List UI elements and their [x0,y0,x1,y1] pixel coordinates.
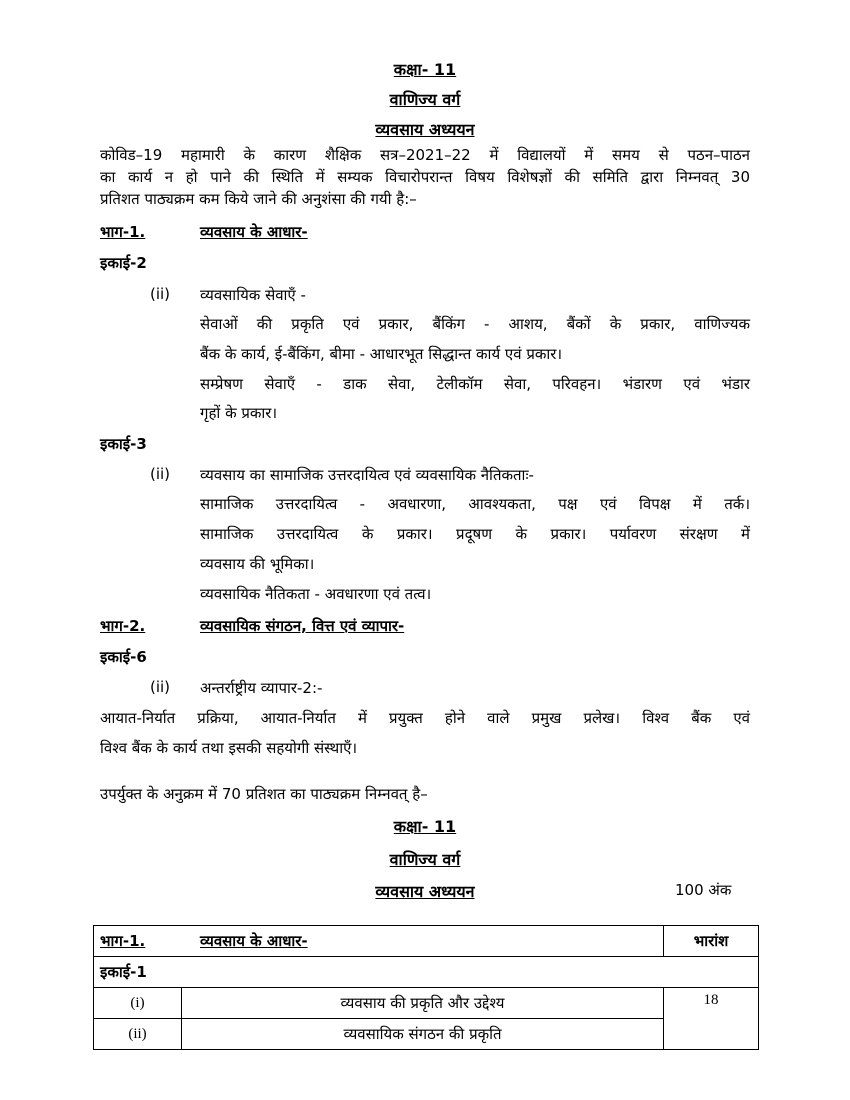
part1-label: भाग-1. [100,223,146,241]
table-header-row [94,926,759,957]
unit3-line-3: व्यवसाय की भूमिका। [200,555,315,573]
table-part-cell [94,926,664,957]
table-row [94,988,759,1019]
intro-line-3: प्रतिशत पाठ्यक्रम कम किये जाने की अनुशंसा की गयी है:– [100,190,417,208]
table-weight-value: 18 [664,988,759,1050]
intro-line-2: का कार्य न हो पाने की स्थिति में सम्यक विचारोपरान्त विषय विशेषज्ञों की समिति द्वारा निम्नवत् 30 [100,168,750,186]
unit6-num: (ii) [150,678,171,696]
unit3-num: (ii) [150,465,171,483]
table-weight-header: भारांश [664,926,759,957]
unit6-label: इकाई-6 [100,648,147,666]
table-row-num: (i) [94,988,182,1019]
table-row-topic: व्यवसायिक संगठन की प्रकृति [182,1019,664,1050]
part2-label: भाग-2. [100,617,146,635]
unit2-line-2: बैंक के कार्य, ई-बैंकिंग, बीमा - आधारभूत सिद्धान्त कार्य एवं प्रकार। [200,345,563,363]
unit3-title: व्यवसाय का सामाजिक उत्तरदायित्व एवं व्यवसायिक नैतिकताः- [200,466,534,484]
part2-title: व्यवसायिक संगठन, वित्त एवं व्यापार- [200,617,405,635]
stream-heading: वाणिज्य वर्ग [389,90,461,109]
intro-line-1: कोविड–19 महामारी के कारण शैक्षिक सत्र–2021–22 में विद्यालयों में समय से पठन–पाठन [100,146,750,164]
unit3-line-1: सामाजिक उत्तरदायित्व - अवधारणा, आवश्यकता, पक्ष एवं विपक्ष में तर्क। [200,495,750,513]
remaining-note: उपर्युक्त के अनुक्रम में 70 प्रतिशत का पाठ्यक्रम निम्नवत् है– [100,785,428,803]
unit2-line-3: सम्प्रेषण सेवाएँ - डाक सेवा, टेलीकॉम सेवा, परिवहन। भंडारण एवं भंडार [200,375,750,393]
syllabus-table [93,925,759,1050]
part1-title: व्यवसाय के आधार- [200,223,308,241]
unit3-label: इकाई-3 [100,435,147,453]
subject-heading-2: व्यवसाय अध्ययन [375,882,475,901]
table-unit-row [94,957,759,988]
class-heading-2: कक्षा- 11 [393,817,457,836]
class-heading: कक्षा- 11 [393,60,457,79]
unit2-label: इकाई-2 [100,254,147,272]
unit3-line-4: व्यवसायिक नैतिकता - अवधारणा एवं तत्व। [200,585,432,603]
table-row-topic: व्यवसाय की प्रकृति और उद्देश्य [182,988,664,1019]
unit2-num: (ii) [150,285,171,303]
unit2-line-1: सेवाओं की प्रकृति एवं प्रकार, बैंकिंग - आशय, बैंकों के प्रकार, वाणिज्यक [200,315,750,333]
unit2-title: व्यवसायिक सेवाएँ - [200,286,306,304]
unit6-line-2: विश्व बैंक के कार्य तथा इसकी सहयोगी संस्थाएँ। [100,739,358,757]
table-row [94,1019,759,1050]
total-marks: 100 अंक [675,881,732,899]
table-unit-label: इकाई-1 [94,957,759,988]
unit2-line-4: गृहों के प्रकार। [200,404,278,422]
stream-heading-2: वाणिज्य वर्ग [389,850,461,869]
unit3-line-2: सामाजिक उत्तरदायित्व के प्रकार। प्रदूषण के प्रकार। पर्यावरण संरक्षण में [200,525,750,543]
unit6-line-1: आयात-निर्यात प्रक्रिया, आयात-निर्यात में प्रयुक्त होने वाले प्रमुख प्रलेख। विश्व बैंक एवं [100,709,750,727]
unit6-title: अन्तर्राष्ट्रीय व्यापार-2:- [200,679,323,697]
subject-heading: व्यवसाय अध्ययन [375,120,475,139]
table-part-label: भाग-1. [100,932,146,950]
table-part-title: व्यवसाय के आधार- [200,932,308,950]
table-row-num: (ii) [94,1019,182,1050]
